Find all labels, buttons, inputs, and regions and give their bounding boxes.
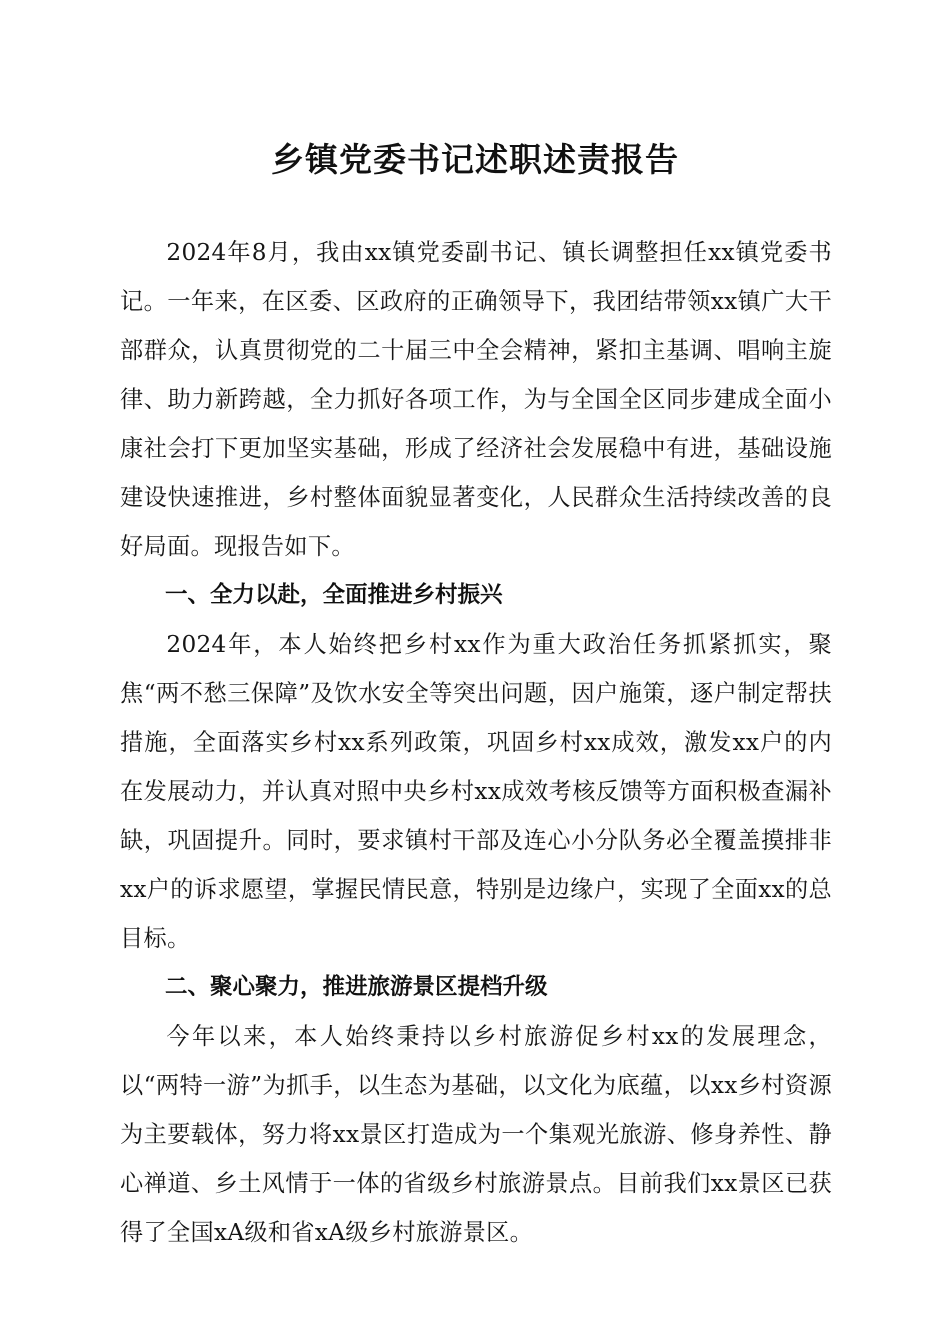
intro-paragraph: 2024年8月，我由xx镇党委副书记、镇长调整担任xx镇党委书记。一年来，在区委、区政府的正确领导下，我团结带领xx镇广大干部群众，认真贯彻党的二十届三中全会精神，紧扣主基调、唱响主旋律、助力新跨越，全力抓好各项工作，为与全国全区同步建成全面小康社会打下更加坚实基础，形成了经济社会发展稳中有进，基础设施建设快速推进，乡村整体面貌显著变化，人民群众生活持续改善的良好局面。现报告如下。 [120, 239, 832, 560]
section-1-paragraph: 2024年，本人始终把乡村xx作为重大政治任务抓紧抓实，聚焦“两不愁三保障”及饮水安全等突出问题，因户施策，逐户制定帮扶措施，全面落实乡村xx系列政策，巩固乡村xx成效，激发xx户的内在发展动力，并认真对照中央乡村xx成效考核反馈等方面积极查漏补缺，巩固提升。同时，要求镇村干部及连心小分队务必全覆盖摸排非xx户的诉求愿望，掌握民情民意，特别是边缘户，实现了全面xx的总目标。 [120, 631, 832, 952]
section-1-heading: 一、全力以赴，全面推进乡村振兴 [165, 582, 503, 608]
document-body [120, 228, 832, 1257]
page-title: 乡镇党委书记述职述责报告 [271, 140, 679, 179]
section-2-paragraph: 今年以来，本人始终秉持以乡村旅游促乡村xx的发展理念，以“两特一游”为抓手，以生态为基础，以文化为底蕴，以xx乡村资源为主要载体，努力将xx景区打造成为一个集观光旅游、修身养性、静心禅道、乡土风情于一体的省级乡村旅游景点。目前我们xx景区已获得了全国xA级和省xA级乡村旅游景区。 [120, 1023, 832, 1246]
section-2-heading: 二、聚心聚力，推进旅游景区提档升级 [165, 974, 548, 1000]
